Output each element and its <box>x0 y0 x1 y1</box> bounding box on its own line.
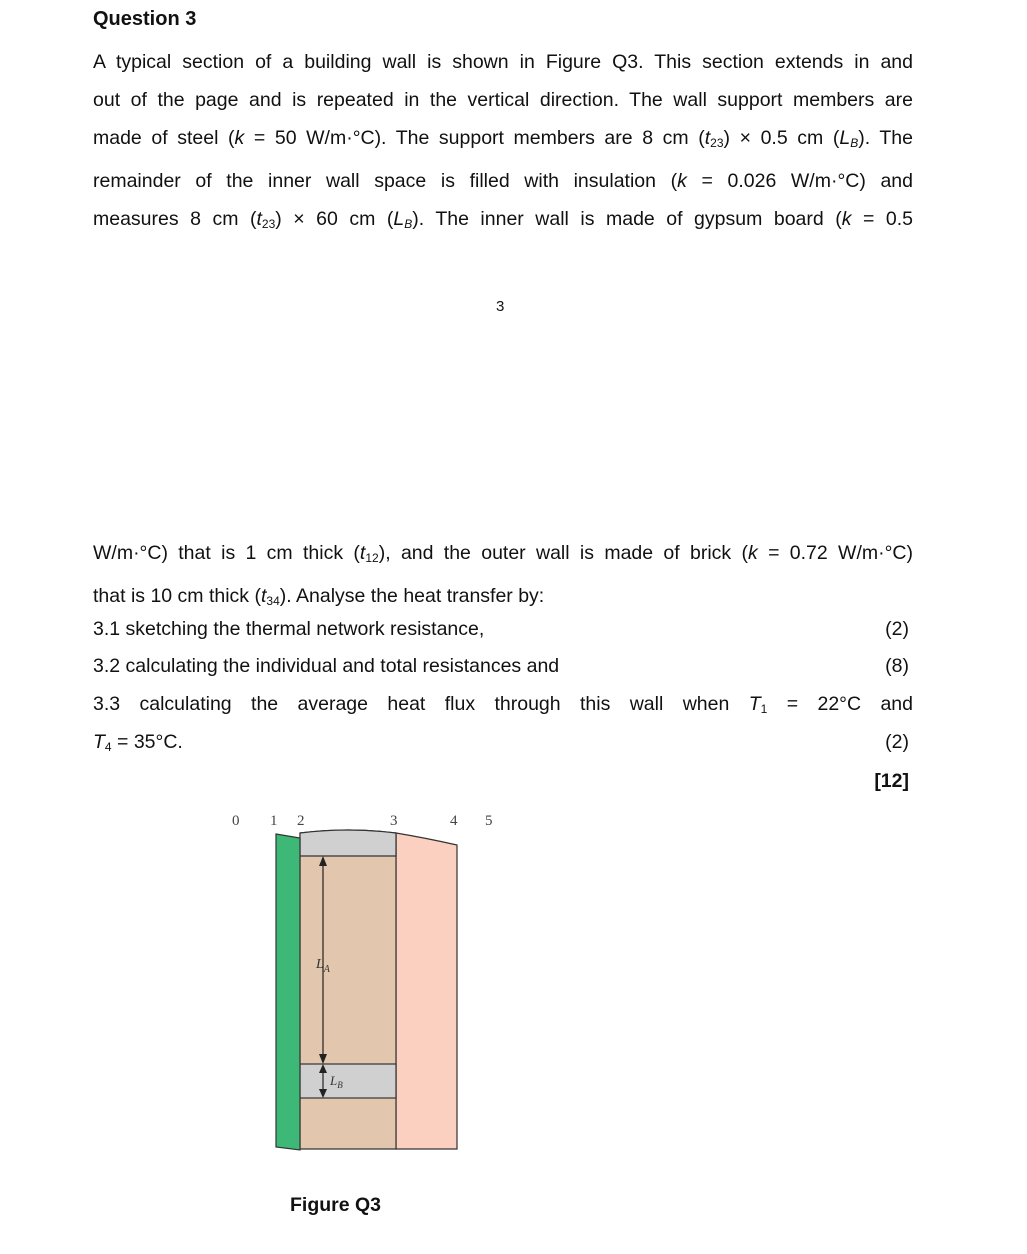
para1-line-3: made of steel (k = 50 W/m·°C). The support members are 8 cm $(t_{23}) \times 0.5$ cm $(L_B)$. The <box>93 127 913 150</box>
position-label-3: 3 <box>390 813 398 829</box>
position-label-1: 1 <box>270 813 278 829</box>
para2-line-2: that is 10 cm thick $(t_{34})$. Analyse the heat transfer by: <box>93 585 545 608</box>
lb-label: $L_B$ <box>330 1073 343 1090</box>
steel-stud-top <box>300 830 396 856</box>
sub-question-text: 3.2 calculating the individual and total resistances and <box>93 655 560 677</box>
total-marks: [12] <box>874 770 909 792</box>
question-paragraph-2 <box>93 534 913 620</box>
brick-outer-wall <box>396 833 457 1149</box>
sub-question-marks: (8) <box>885 655 909 677</box>
sub-question-3-1 <box>93 610 913 648</box>
para1-line-4: remainder of the inner wall space is filled with insulation (k = 0.026 W/m·°C) and <box>93 170 913 192</box>
figure-caption: Figure Q3 <box>290 1194 382 1216</box>
wall-section-figure <box>220 805 520 1170</box>
sub-question-3-2 <box>93 647 913 685</box>
position-label-0: 0 <box>232 813 240 829</box>
sub-question-text: 3.1 sketching the thermal network resistance, <box>93 618 485 640</box>
page-number: 3 <box>496 298 505 315</box>
para2-line-1: W/m·°C) that is 1 cm thick $(t_{12})$, and the outer wall is made of brick (k = 0.72 W/m·°C) <box>93 542 913 565</box>
position-label-5: 5 <box>485 813 493 829</box>
position-label-2: 2 <box>297 813 305 829</box>
sub-question-text: $T_4 = 35^\circ C$. <box>93 731 183 754</box>
para1-line-2: out of the page and is repeated in the vertical direction. The wall support members are <box>93 89 913 111</box>
la-label: $L_A$ <box>316 957 330 975</box>
question-heading: Question 3 <box>93 8 197 30</box>
insulation-layer <box>300 830 396 1149</box>
sub-question-marks: (2) <box>885 731 909 753</box>
para1-line-1: A typical section of a building wall is shown in Figure Q3. This section extends in and <box>93 51 913 73</box>
question-paragraph-1 <box>93 43 913 243</box>
para1-line-5: measures 8 cm $(t_{23}) \times 60$ cm $(L_B)$. The inner wall is made of gypsum board (k = 0.5 <box>93 208 913 231</box>
sub-question-3-3-continued <box>93 723 913 761</box>
sub-question-3-3 <box>93 685 913 723</box>
position-label-4: 4 <box>450 813 458 829</box>
gypsum-board <box>276 834 300 1150</box>
steel-stud-bottom <box>300 1064 396 1098</box>
sub-question-marks: (2) <box>885 618 909 640</box>
wall-section-diagram <box>220 805 520 1165</box>
sub-question-text: 3.3 calculating the average heat flux through this wall when $T_1 = 22^\circ C$ and <box>93 693 913 716</box>
